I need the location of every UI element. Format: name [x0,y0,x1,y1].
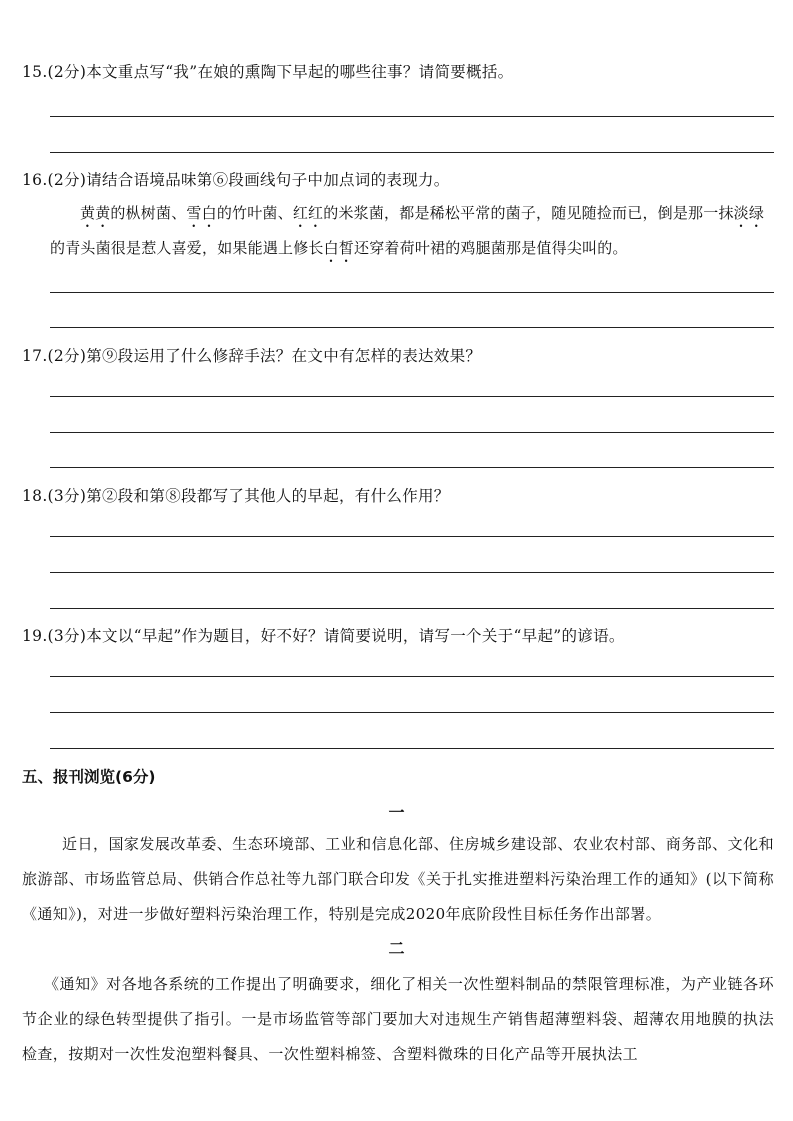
answer-line [50,467,774,468]
dotted-word: 白皙 [323,239,355,257]
question-18: 18.(3分)第②段和第⑧段都写了其他人的早起，有什么作用？ [22,487,450,505]
answer-line [50,116,774,117]
answer-line [50,676,774,677]
answer-line [50,536,774,537]
dotted-word: 淡绿 [733,204,765,222]
dotted-word: 雪白 [186,204,217,222]
answer-line [50,152,774,153]
answer-line [50,396,774,397]
answer-line [50,327,774,328]
dotted-word: 黄黄 [80,204,111,222]
answer-line [50,608,774,609]
dotted-word: 红红 [292,204,324,222]
section-sub-heading: 一 [388,803,405,822]
answer-line [50,572,774,573]
question-17: 17.(2分)第⑨段运用了什么修辞手法？在文中有怎样的表达效果？ [22,347,482,365]
question-16: 16.(2分)请结合语境品味第⑥段画线句子中加点词的表现力。 [22,171,450,189]
answer-line [50,432,774,433]
question-16-quote: 黄黄的枞树菌、雪白的竹叶菌、红红的米浆菌，都是稀松平常的菌子，随见随捡而已，倒是那一抹淡绿的青头菌很是惹人喜爱，如果能遇上修长白皙还穿着荷叶裙的鸡腿菌那是值得尖叫的。 [50,204,765,257]
answer-line [50,748,774,749]
question-19: 19.(3分)本文以“早起”作为题目，好不好？请简要说明，请写一个关于“早起”的谚语。 [22,627,625,645]
article-paragraph: 《通知》对各地各系统的工作提出了明确要求，细化了相关一次性塑料制品的禁限管理标准，为产业链各环节企业的绿色转型提供了指引。一是市场监管等部门要加大对违规生产销售超薄塑料袋、超薄农用地膜的执法检查，按期对一次性发泡塑料餐具、一次性塑料棉签、含塑料微珠的日化产品等开展执法工 [22,975,774,1063]
section-title: 五、报刊浏览(6分) [22,768,156,786]
section-sub-heading: 二 [388,939,405,958]
answer-line [50,712,774,713]
article-paragraph: 近日，国家发展改革委、生态环境部、工业和信息化部、住房城乡建设部、农业农村部、商务部、文化和旅游部、市场监管总局、供销合作总社等九部门联合印发《关于扎实推进塑料污染治理工作的通知》(以下简称《通知》)，对进一步做好塑料污染治理工作，特别是完成2020年底阶段性目标任务作出部署。 [22,835,774,923]
answer-line [50,292,774,293]
question-15: 15.(2分)本文重点写“我”在娘的熏陶下早起的哪些往事？请简要概括。 [22,63,514,81]
